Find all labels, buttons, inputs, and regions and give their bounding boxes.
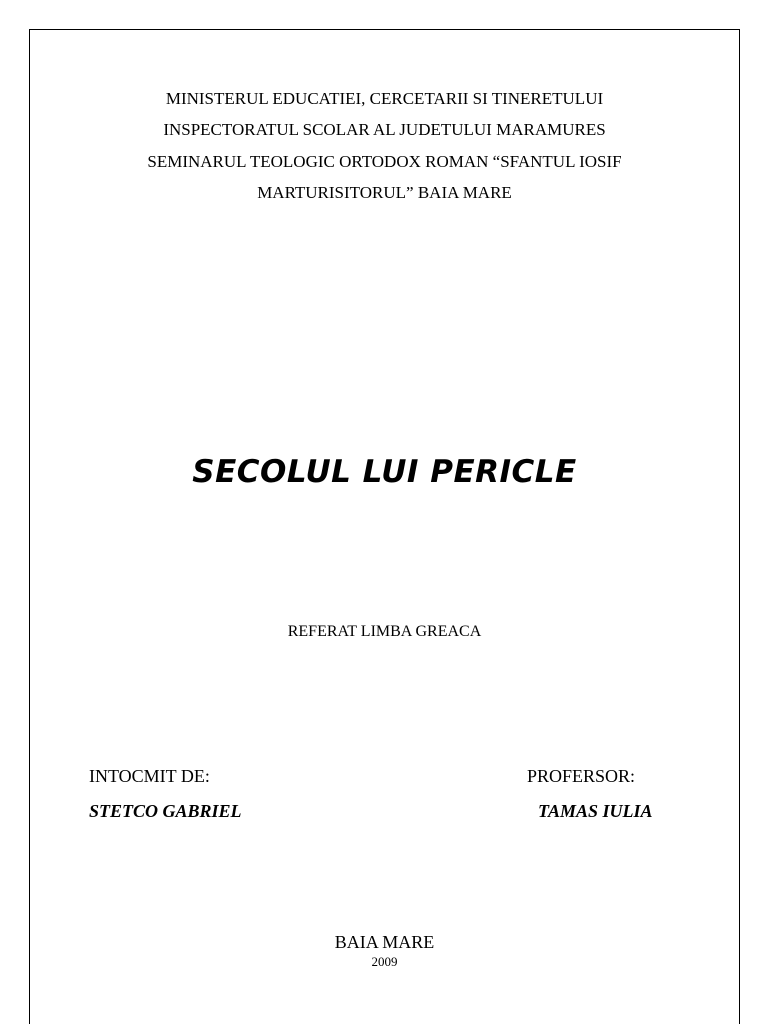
page-border	[29, 29, 740, 1024]
footer-city: BAIA MARE	[334, 932, 435, 952]
header-line-inspectorate: INSPECTORATUL SCOLAR AL JUDETULUI MARAMURES	[163, 120, 606, 139]
author-name: STETCO GABRIEL	[89, 801, 242, 821]
document-title: SECOLUL LUI PERICLE	[192, 454, 577, 490]
teacher-label: PROFERSOR:	[527, 766, 636, 786]
document-subtitle: REFERAT LIMBA GREACA	[287, 623, 482, 640]
header-line-seminary-cont: MARTURISITORUL” BAIA MARE	[257, 183, 512, 202]
teacher-name: TAMAS IULIA	[538, 801, 653, 821]
header-line-seminary: SEMINARUL TEOLOGIC ORTODOX ROMAN “SFANTUL IOSIF	[147, 152, 622, 171]
header-line-ministry: MINISTERUL EDUCATIEI, CERCETARII SI TINERETULUI	[165, 89, 604, 108]
footer-year: 2009	[371, 954, 398, 969]
author-label: INTOCMIT DE:	[89, 766, 210, 786]
